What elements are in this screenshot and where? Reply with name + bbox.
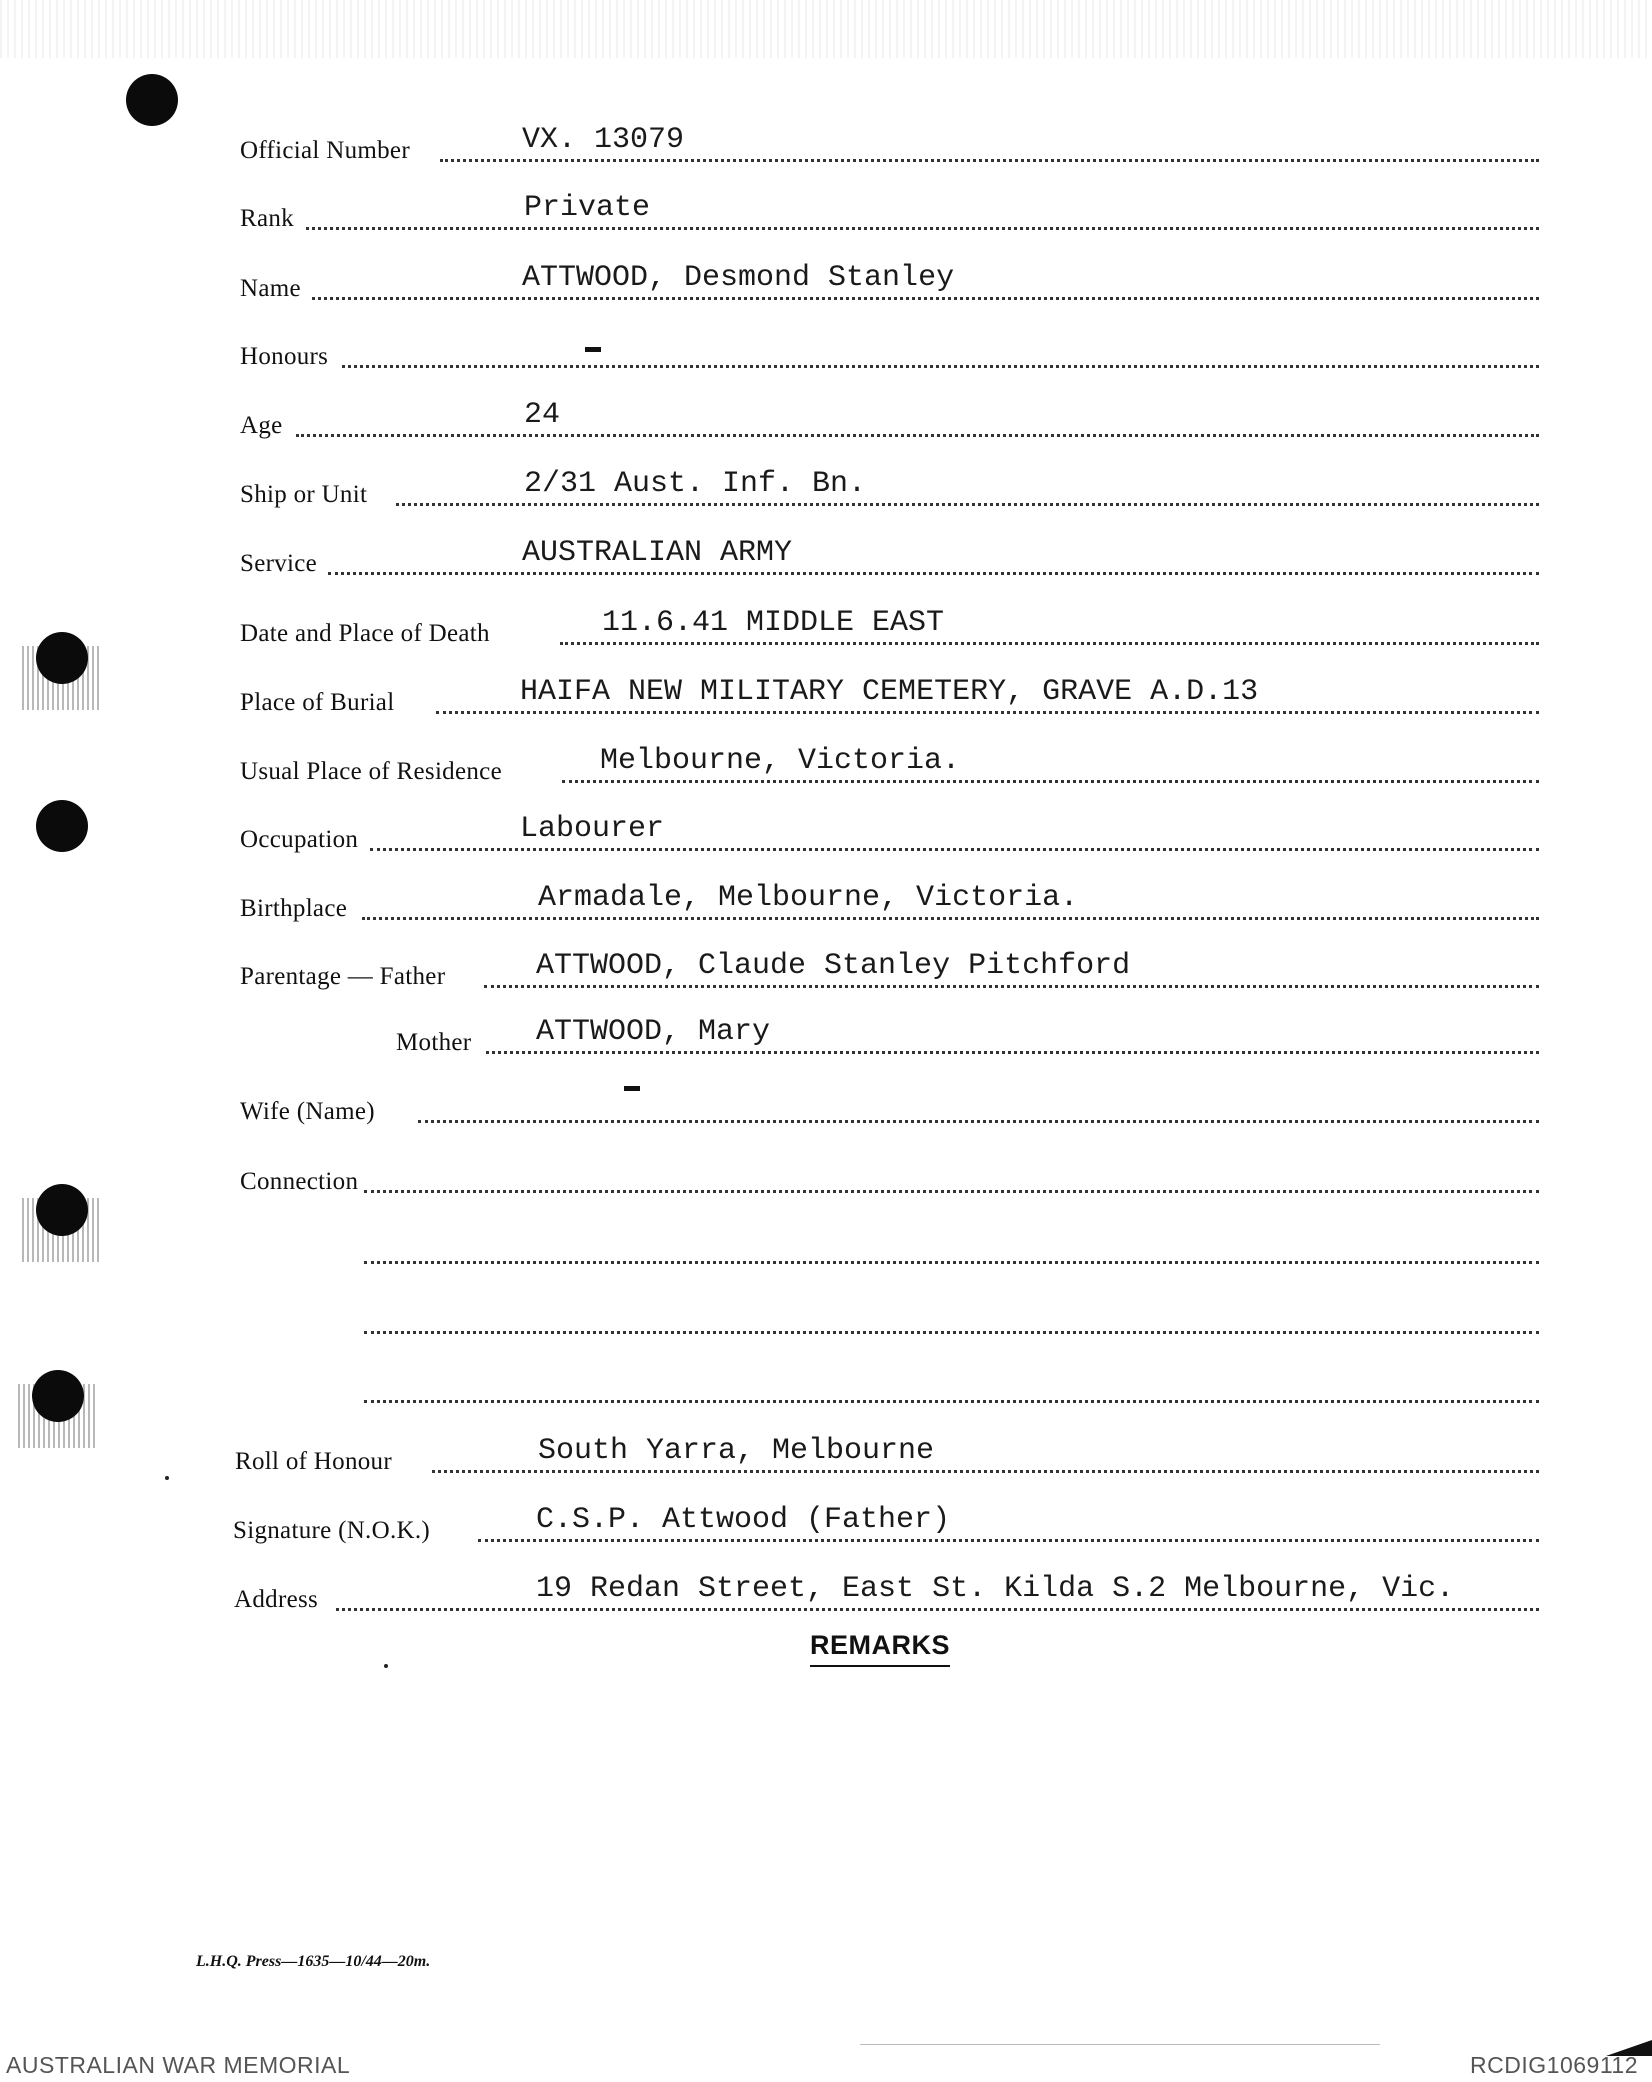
field-label: Mother [396,1029,472,1056]
field-label: Parentage — Father [240,963,446,990]
field-service [240,534,1539,582]
field-label: Birthplace [240,895,348,922]
dotted-leader [478,1539,1539,1542]
field-label: Usual Place of Residence [240,758,502,785]
field-place-of-burial [240,673,1539,721]
dotted-leader [328,572,1539,575]
dotted-leader [364,1190,1539,1193]
dotted-leader [484,985,1539,988]
field-label: Age [240,412,283,439]
punch-hole [36,800,88,852]
field-value: 2/31 Aust. Inf. Bn. [524,467,867,501]
field-signature-nok [233,1501,1539,1549]
scan-speck [384,1664,388,1668]
field-name [240,259,1539,307]
field-label: Signature (N.O.K.) [233,1517,431,1544]
field-label: Occupation [240,826,359,853]
field-parentage-father [240,947,1539,995]
field-value: ATTWOOD, Claude Stanley Pitchford [536,949,1131,983]
field-address [234,1570,1539,1618]
field-label: Honours [240,343,329,370]
field-date-place-of-death [240,604,1539,652]
field-label: Roll of Honour [235,1448,392,1475]
dotted-leader [560,642,1539,645]
dotted-leader [440,159,1539,162]
field-value: Armadale, Melbourne, Victoria. [538,881,1079,915]
field-value: ATTWOOD, Desmond Stanley [522,261,955,295]
field-mother [240,1013,1539,1061]
remarks-heading: REMARKS [810,1630,950,1667]
field-label: Service [240,550,318,577]
field-value: South Yarra, Melbourne [538,1434,935,1468]
scan-speck [165,1476,169,1480]
field-value: Labourer [520,812,665,846]
field-value: HAIFA NEW MILITARY CEMETERY, GRAVE A.D.13 [520,675,1259,709]
dotted-leader [306,227,1539,230]
connection-continuation-line [240,1362,1539,1410]
field-ship-or-unit [240,465,1539,513]
field-official-number [240,121,1539,169]
dotted-leader [364,1261,1539,1264]
scan-edge-line [860,2044,1380,2045]
field-label: Ship or Unit [240,481,368,508]
dotted-leader [436,711,1539,714]
field-birthplace [240,879,1539,927]
field-value: AUSTRALIAN ARMY [522,536,793,570]
printer-imprint: L.H.Q. Press—1635—10/44—20m. [196,1953,431,1970]
nil-dash-mark [624,1086,640,1091]
dotted-leader [364,1400,1539,1403]
field-value: 24 [524,398,561,432]
field-occupation [240,810,1539,858]
field-age [240,396,1539,444]
field-label: Name [240,275,301,302]
field-value: Private [524,191,651,225]
field-honours [240,327,1539,375]
connection-continuation-line [240,1293,1539,1341]
punch-hole [36,632,88,684]
dotted-leader [418,1120,1539,1123]
punch-hole [36,1184,88,1236]
field-label: Address [234,1586,319,1613]
field-label: Date and Place of Death [240,620,490,647]
field-connection [240,1152,1539,1200]
dotted-leader [342,365,1539,368]
dotted-leader [396,503,1539,506]
dotted-leader [362,917,1539,920]
field-wife-name [240,1082,1539,1130]
scan-speckle [0,0,1652,58]
dotted-leader [562,780,1539,783]
dotted-leader [432,1470,1539,1473]
nil-dash-mark [585,347,601,352]
punch-hole [126,74,178,126]
archive-credit: AUSTRALIAN WAR MEMORIAL [6,2052,351,2078]
field-label: Rank [240,205,294,232]
dotted-leader [364,1331,1539,1334]
field-value: VX. 13079 [522,123,685,157]
dotted-leader [296,434,1539,437]
field-rank [240,189,1539,237]
field-roll-of-honour [235,1432,1539,1480]
field-label: Connection [240,1168,359,1195]
punch-hole [32,1370,84,1422]
dotted-leader [486,1051,1539,1054]
field-value: Melbourne, Victoria. [600,744,961,778]
dotted-leader [312,297,1539,300]
field-label: Official Number [240,137,410,164]
field-label: Wife (Name) [240,1098,375,1125]
field-value: 11.6.41 MIDDLE EAST [602,606,945,640]
field-value: ATTWOOD, Mary [536,1015,771,1049]
archive-reference: RCDIG1069112 [1470,2052,1638,2078]
field-value: C.S.P. Attwood (Father) [536,1503,951,1537]
connection-continuation-line [240,1223,1539,1271]
dotted-leader [370,848,1539,851]
dotted-leader [336,1608,1539,1611]
field-value: 19 Redan Street, East St. Kilda S.2 Melbourne, Vic. [536,1572,1455,1606]
field-label: Place of Burial [240,689,395,716]
field-usual-residence [240,742,1539,790]
